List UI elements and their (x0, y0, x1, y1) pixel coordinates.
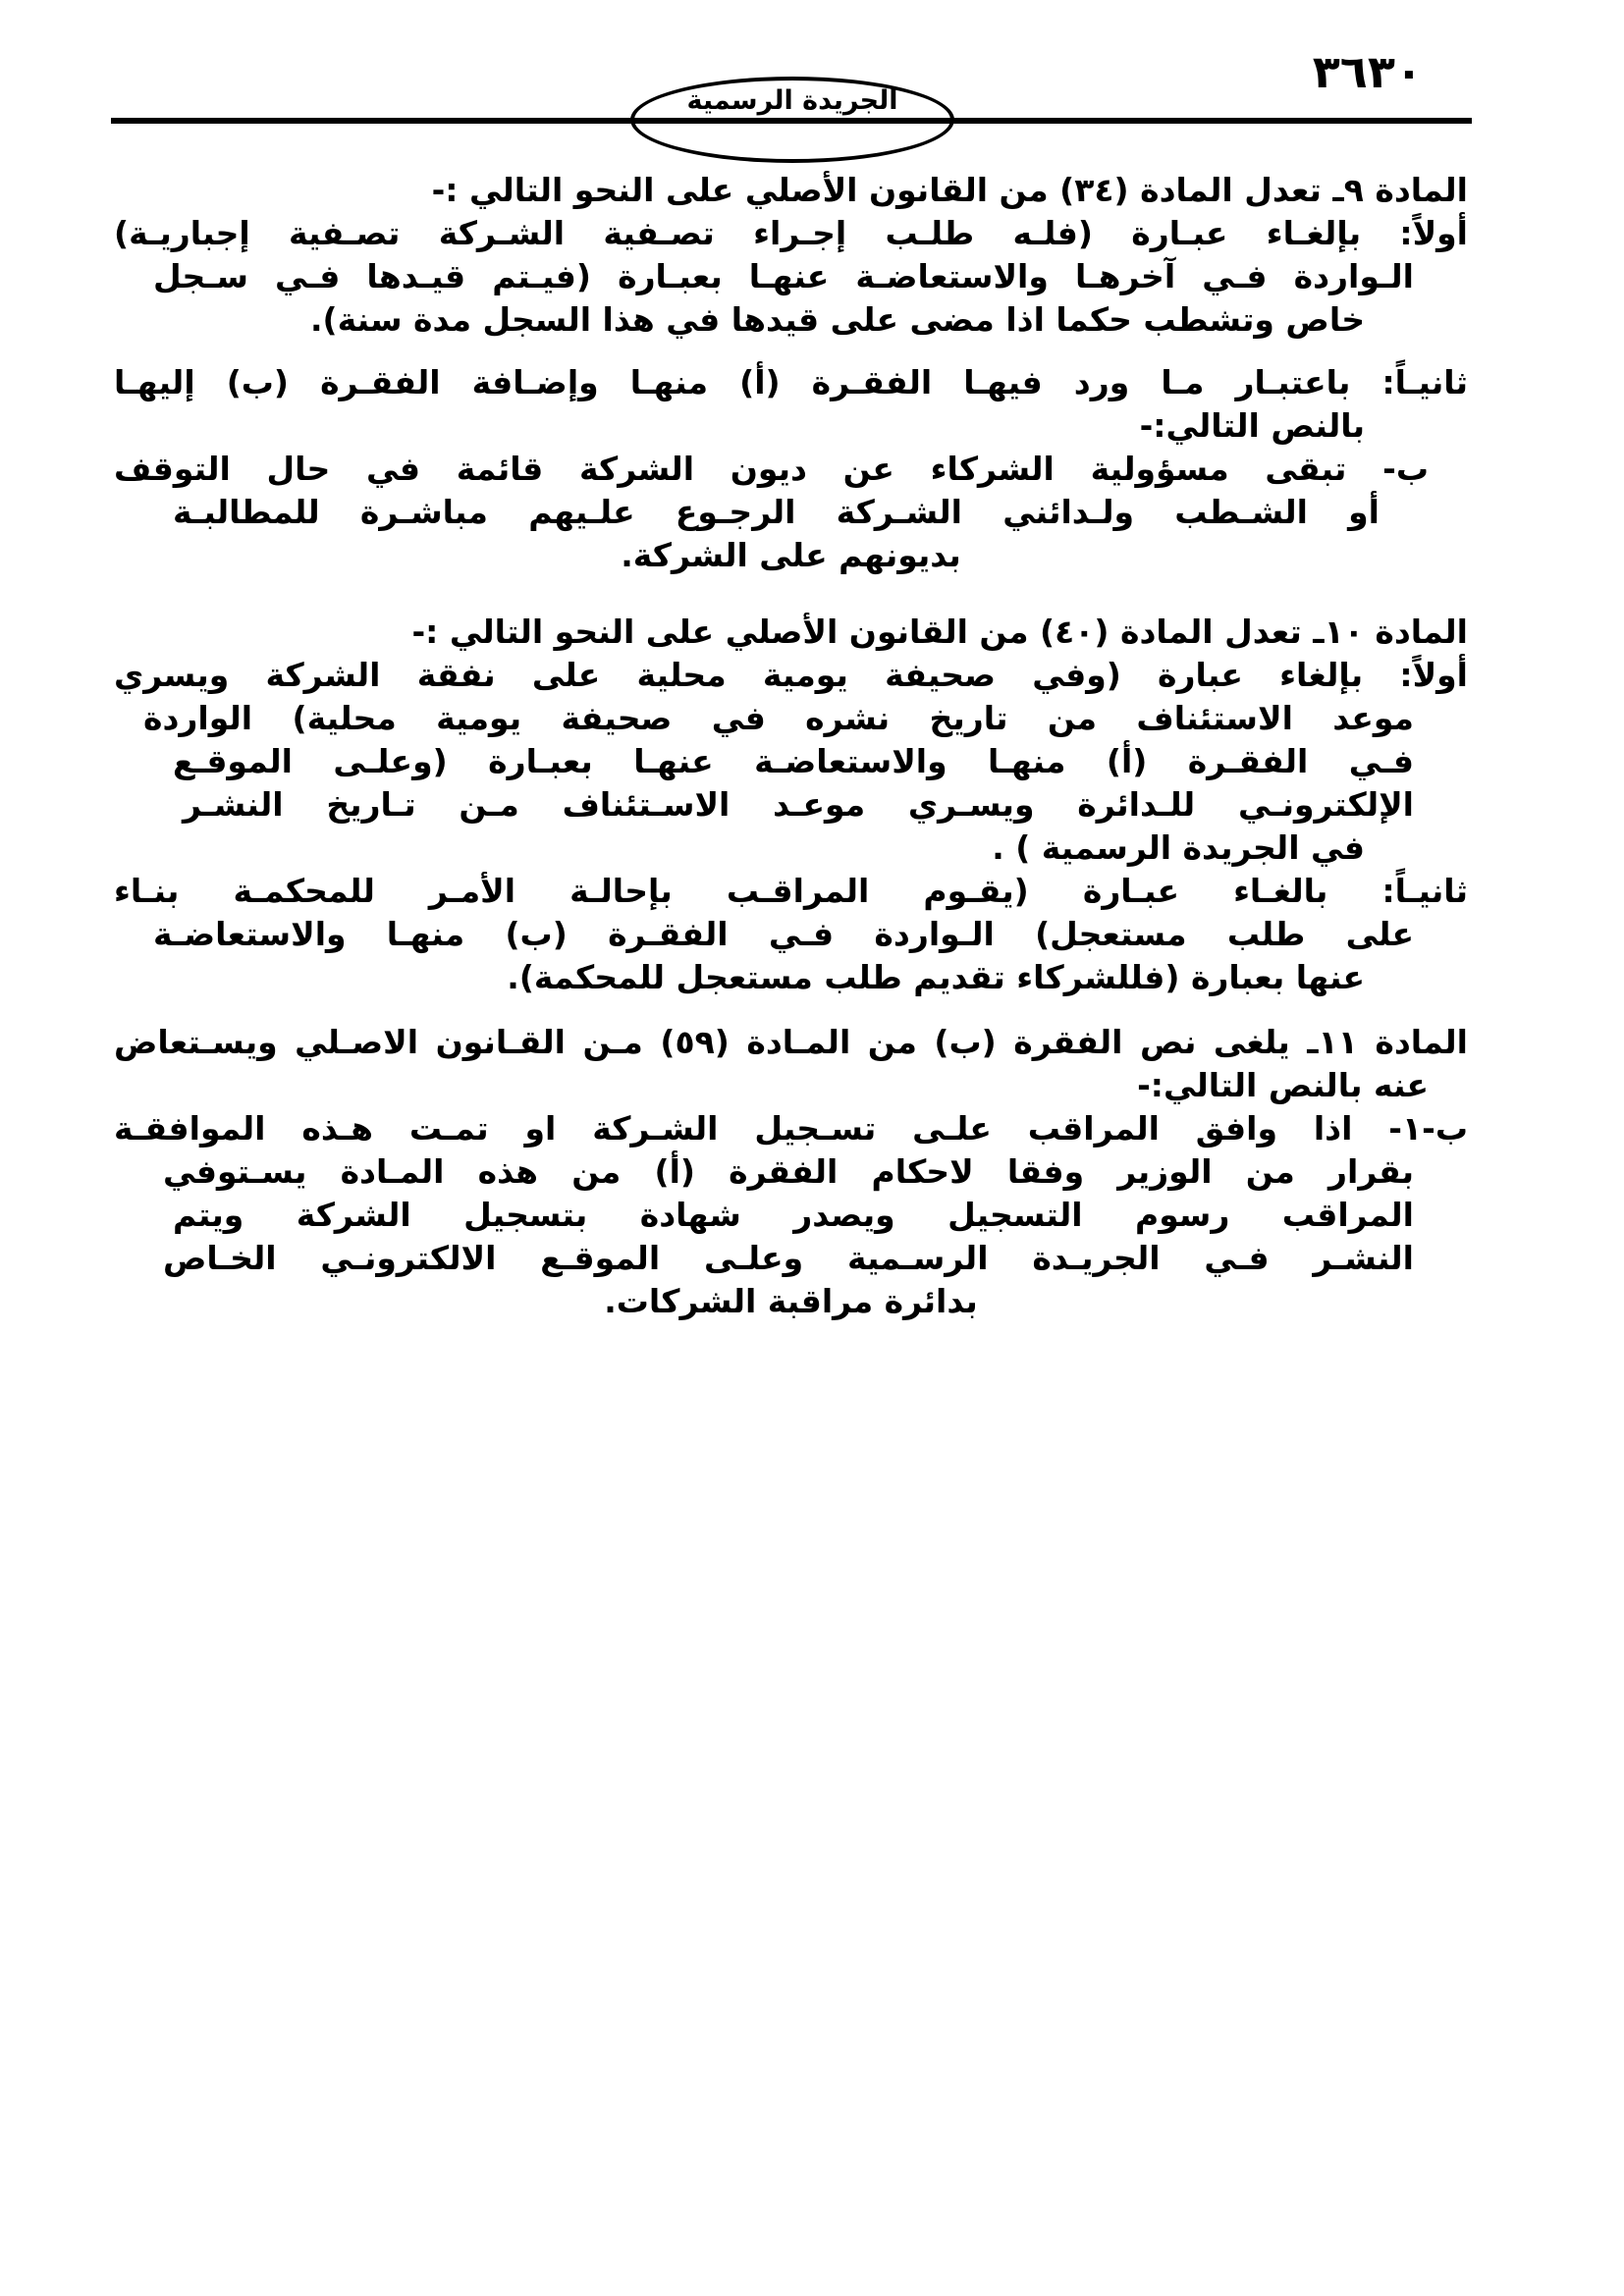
article-9-clause-1-line: خاص وتشطب حكما اذا مضى على قيدها في هذا السجل مدة سنة). (310, 300, 1365, 339)
article-9-clause-2-line: بالنص التالي:- (1139, 406, 1365, 445)
article-11-paragraph-b1-line: بدائرة مراقبة الشركات. (604, 1282, 978, 1320)
article-10-clause-1-line: فـي الفقـرة (أ) منهـا والاستعاضـة عنهـا بعبـارة (وعلـى الموقـع (173, 742, 1414, 780)
article-10-clause-1-line: موعد الاستئناف من تاريخ نشره في صحيفة يومية محلية) الواردة (143, 699, 1414, 737)
article-9-paragraph-b-line: أو الشـطب ولـدائني الشـركة الرجـوع علـيهم مباشـرة للمطالبـة (173, 493, 1380, 531)
article-11-heading: المادة ١١ـ يلغى نص الفقرة (ب) من المـادة (٥٩) مـن القـانون الاصـلي ويسـتعاض (114, 1023, 1468, 1061)
article-10-heading: المادة ١٠ـ تعدل المادة (٤٠) من القانون الأصلي على النحو التالي :- (411, 613, 1468, 651)
page-number: ٣٦٣٠ (1312, 45, 1423, 98)
article-10-clause-2-line: على طلب مستعجل) الـواردة فـي الفقـرة (ب) منهـا والاستعاضـة (153, 915, 1414, 953)
article-11-paragraph-b1-line: ب-١- اذا وافق المراقب علـى تسـجيل الشـركة او تمـت هـذه الموافقـة (114, 1109, 1468, 1148)
article-10-clause-1-line: في الجريدة الرسمية ) . (992, 828, 1365, 867)
article-9-section (114, 169, 1468, 577)
masthead-title: الجريدة الرسمية (686, 85, 898, 116)
article-9-paragraph-b-line: بديونهم على الشركة. (621, 536, 961, 574)
article-11-heading-line: عنه بالنص التالي:- (1137, 1066, 1429, 1104)
article-10-clause-2-line: عنها بعبارة (فللشركاء تقديم طلب مستعجل للمحكمة). (507, 958, 1365, 996)
article-10-clause-1-line: الإلكترونـي للـدائرة ويسـري موعـد الاسـتئناف مـن تـاريخ النشـر (183, 785, 1414, 824)
article-10-section (114, 611, 1468, 999)
article-9-clause-1-line: الـواردة فـي آخرهـا والاستعاضـة عنهـا بعبـارة (فيـتم قيـدها فـي سـجل (153, 257, 1414, 295)
article-9-heading: المادة ٩ـ تعدل المادة (٣٤) من القانون الأصلي على النحو التالي :- (431, 171, 1468, 209)
masthead-oval (630, 77, 954, 163)
article-9-paragraph-b-line: ب- تبقى مسؤولية الشركاء عن ديون الشركة قائمة في حال التوقف (114, 450, 1429, 488)
article-11-section (114, 1021, 1468, 1323)
article-11-paragraph-b1-line: النشـر فـي الجريـدة الرسـمية وعلـى الموقـع الالكترونـي الخـاص (163, 1239, 1414, 1277)
article-9-clause-2-line: ثانيـاً: باعتبـار مـا ورد فيهـا الفقـرة (أ) منهـا وإضـافة الفقـرة (ب) إليهـا (114, 363, 1468, 401)
document-body (114, 169, 1468, 1323)
article-9-clause-1-line: أولاً: بإلغـاء عبـارة (فلـه طلـب إجـراء تصـفية الشـركة تصـفية إجباريـة) (114, 214, 1468, 252)
article-11-paragraph-b1-line: المراقب رسوم التسجيل ويصدر شهادة بتسجيل الشركة ويتم (173, 1196, 1414, 1234)
article-10-clause-2-line: ثانيـاً: بالغـاء عبـارة (يقـوم المراقـب بإحالـة الأمـر للمحكمـة بنـاء (114, 872, 1468, 910)
article-11-paragraph-b1-line: بقرار من الوزير وفقا لاحكام الفقرة (أ) من هذه المـادة يسـتوفي (163, 1152, 1414, 1191)
article-10-clause-1-line: أولاً: بإلغاء عبارة (وفي صحيفة يومية محلية على نفقة الشركة ويسري (114, 656, 1468, 694)
